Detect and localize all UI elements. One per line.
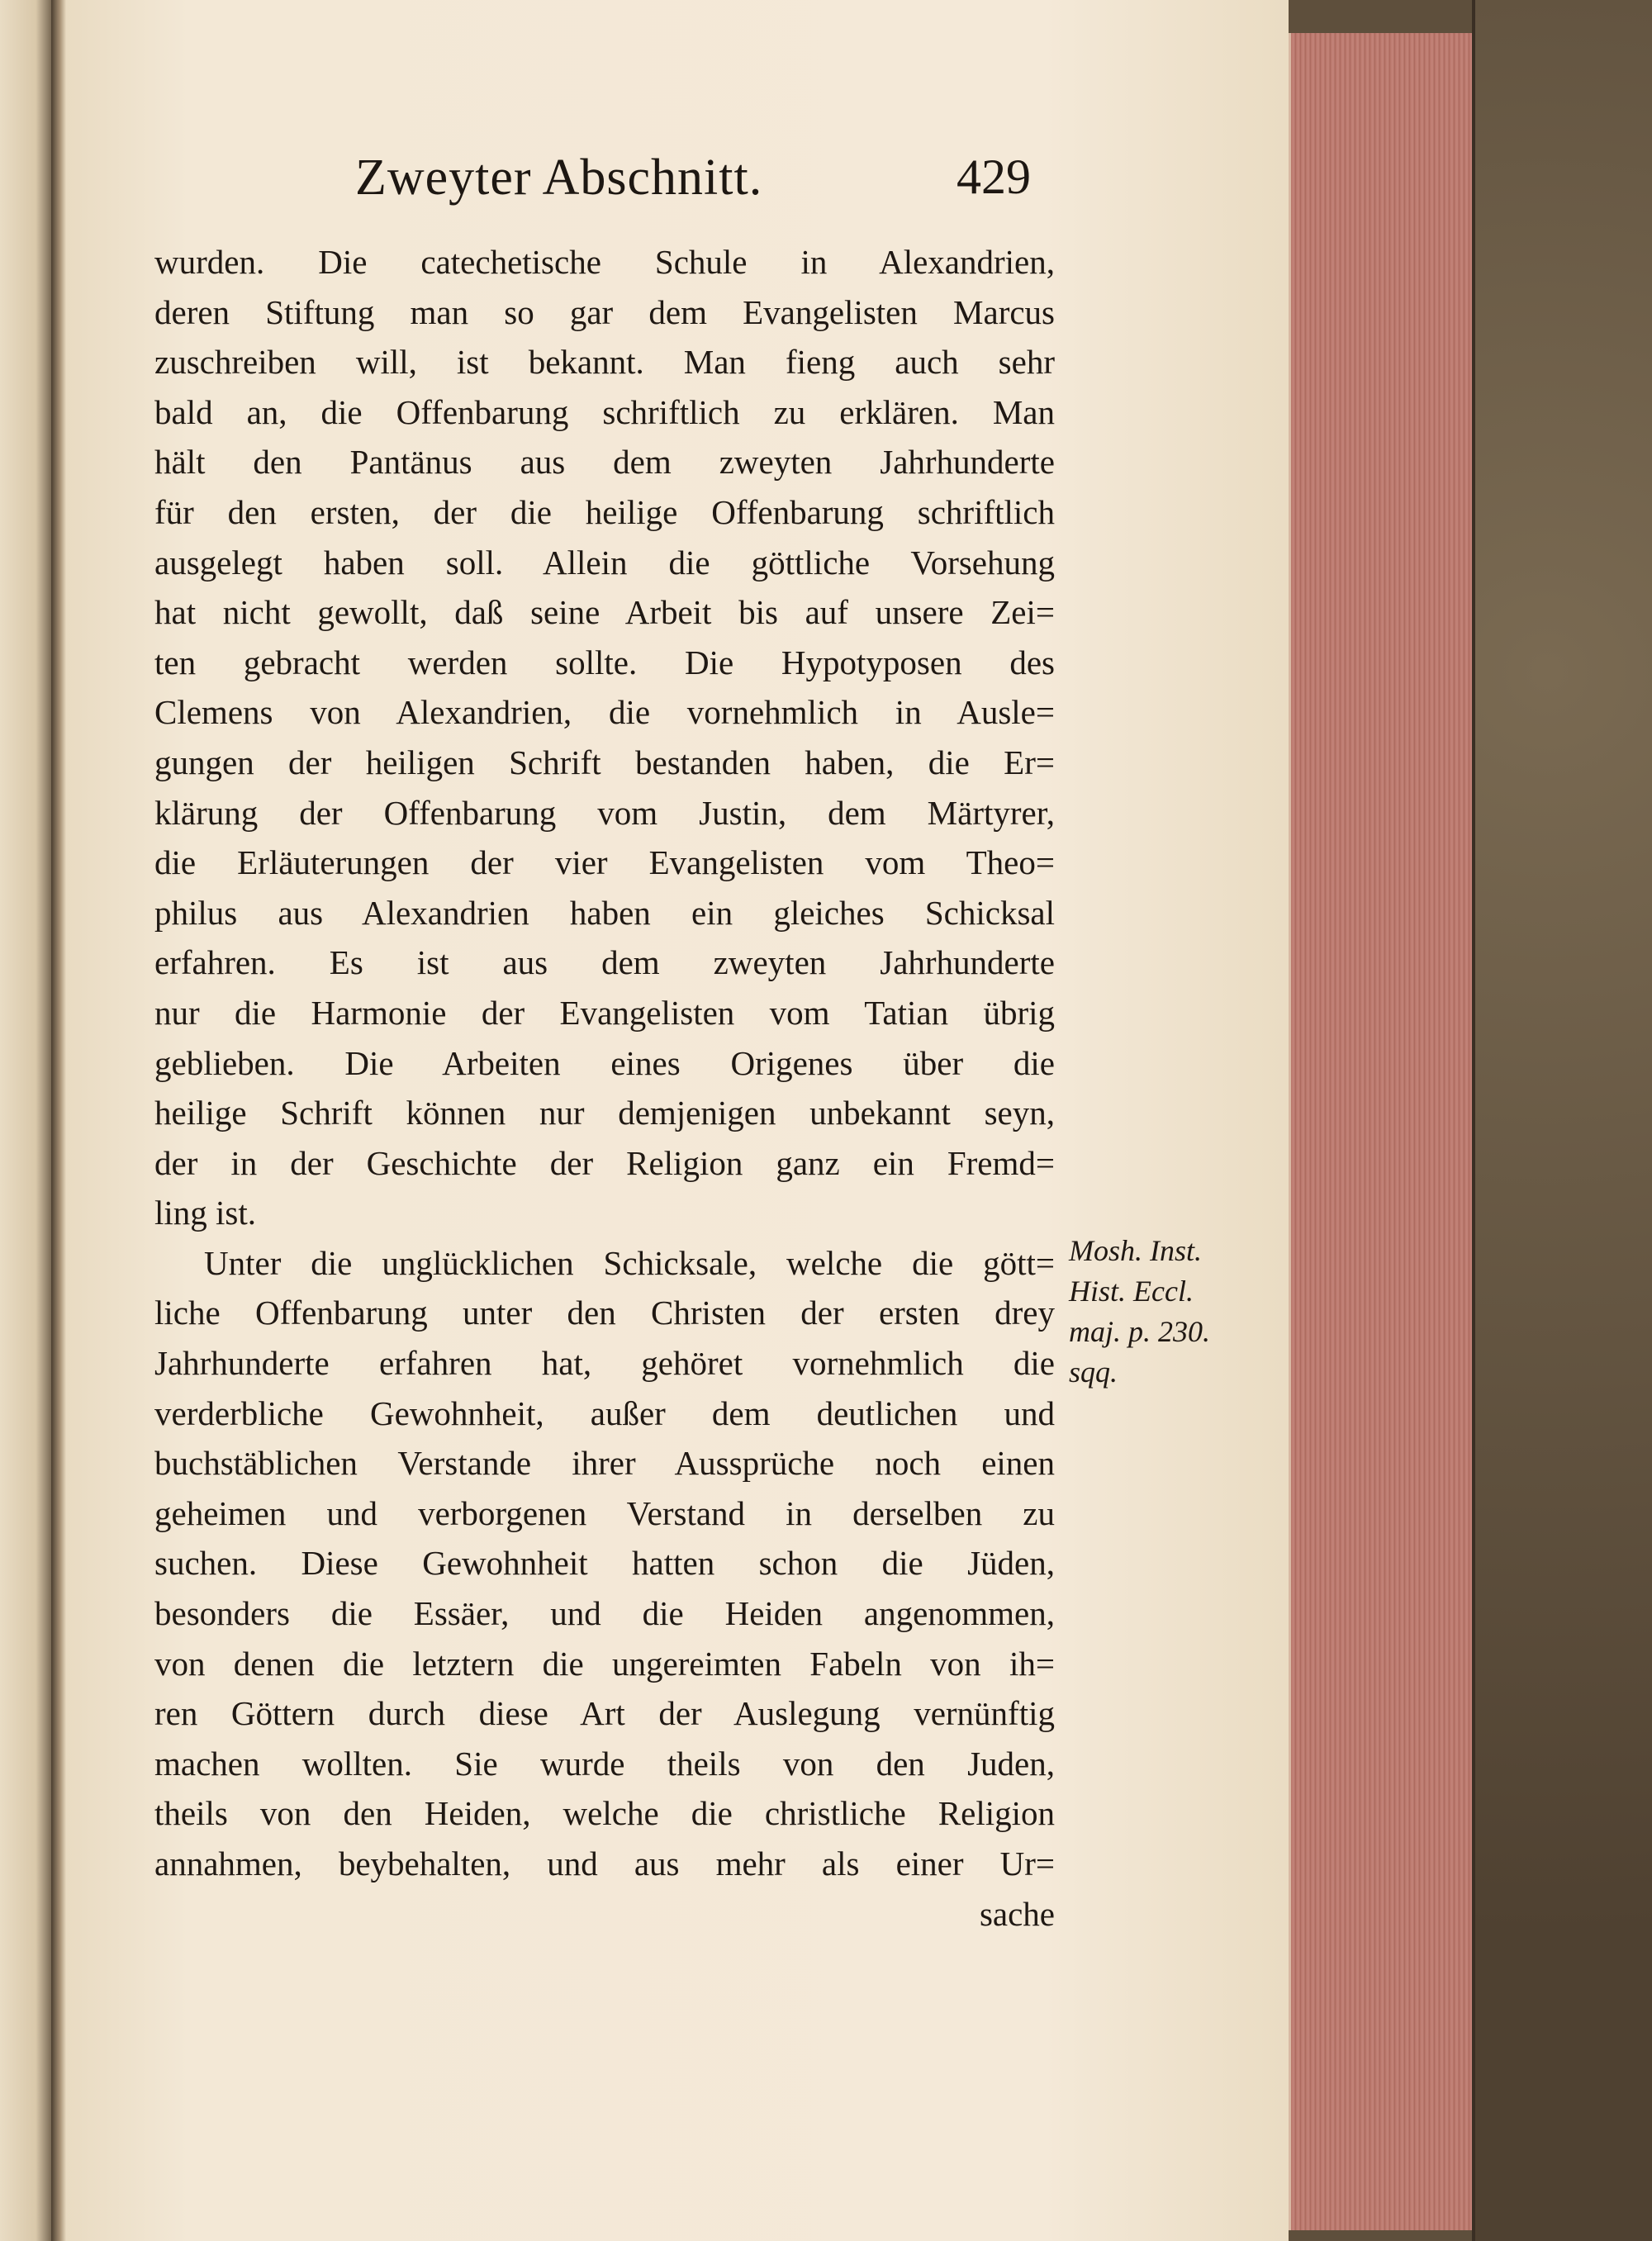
text-line: besonders die Essäer, und die Heiden angenommen, <box>154 1594 1055 1633</box>
text-line: der in der Geschichte der Religion ganz ein Fremd= <box>154 1143 1055 1182</box>
page-number: 429 <box>957 150 1031 204</box>
text-line: gungen der heiligen Schrift bestanden haben, die Er= <box>154 743 1055 781</box>
text-line: theils von den Heiden, welche die christliche Religion <box>154 1794 1055 1833</box>
text-line: ling ist. <box>154 1194 257 1232</box>
text-line: heilige Schrift können nur demjenigen unbekannt seyn, <box>154 1094 1055 1132</box>
text-line: suchen. Diese Gewohnheit hatten schon die Jüden, <box>154 1544 1055 1583</box>
margin-note-line: Hist. Eccl. <box>1069 1275 1194 1308</box>
text-line: erfahren. Es ist aus dem zweyten Jahrhunderte <box>154 943 1055 982</box>
text-line: von denen die letztern die ungereimten Fabeln von ih= <box>154 1644 1055 1683</box>
text-line: ren Göttern durch diese Art der Auslegung vernünftig <box>154 1694 1055 1733</box>
book-gutter <box>51 0 66 2241</box>
text-line: zuschreiben will, ist bekannt. Man fieng auch sehr <box>154 343 1055 382</box>
text-line: deren Stiftung man so gar dem Evangelisten Marcus <box>154 292 1055 331</box>
text-line: für den ersten, der die heilige Offenbarung schriftlich <box>154 492 1055 531</box>
text-line: geblieben. Die Arbeiten eines Origenes über die <box>154 1043 1055 1082</box>
text-line: annahmen, beybehalten, und aus mehr als einer Ur= <box>154 1845 1055 1883</box>
page-edges <box>1289 33 1474 2230</box>
margin-note-line: sqq. <box>1069 1356 1118 1389</box>
text-line: ausgelegt haben soll. Allein die göttliche Vorsehung <box>154 543 1055 582</box>
text-line: bald an, die Offenbarung schriftlich zu erklären. Man <box>154 392 1055 431</box>
margin-note <box>1069 1231 1210 1393</box>
text-line: Clemens von Alexandrien, die vornehmlich in Ausle= <box>154 693 1055 732</box>
text-line: nur die Harmonie der Evangelisten vom Tatian übrig <box>154 993 1055 1032</box>
facing-page-edge <box>0 0 51 2241</box>
text-line: hält den Pantänus aus dem zweyten Jahrhunderte <box>154 443 1055 482</box>
text-line: machen wollten. Sie wurde theils von den Juden, <box>154 1744 1055 1783</box>
text-line: buchstäblichen Verstande ihrer Aussprüche noch einen <box>154 1444 1055 1483</box>
running-title: Zweyter Abschnitt. <box>355 150 763 206</box>
text-line: geheimen und verborgenen Verstand in derselben zu <box>154 1493 1055 1532</box>
text-line: die Erläuterungen der vier Evangelisten vom Theo= <box>154 843 1055 882</box>
text-line: verderbliche Gewohnheit, außer dem deutlichen und <box>154 1394 1055 1432</box>
text-line: hat nicht gewollt, daß seine Arbeit bis auf unsere Zei= <box>154 593 1055 632</box>
text-line: Jahrhunderte erfahren hat, gehöret vornehmlich die <box>154 1344 1055 1383</box>
catchword: sache <box>979 1894 1055 1933</box>
text-line: Unter die unglücklichen Schicksale, welche die gött= <box>204 1243 1055 1282</box>
text-line: liche Offenbarung unter den Christen der ersten drey <box>154 1294 1055 1332</box>
book-cover <box>1472 0 1652 2241</box>
body-text <box>154 237 1055 1939</box>
text-line: philus aus Alexandrien haben ein gleiches Schicksal <box>154 893 1055 932</box>
text-line: wurden. Die catechetische Schule in Alexandrien, <box>154 243 1055 281</box>
text-line: klärung der Offenbarung vom Justin, dem Märtyrer, <box>154 793 1055 832</box>
margin-note-line: maj. p. 230. <box>1069 1315 1210 1348</box>
text-line: ten gebracht werden sollte. Die Hypotyposen des <box>154 643 1055 681</box>
margin-note-line: Mosh. Inst. <box>1069 1234 1202 1267</box>
